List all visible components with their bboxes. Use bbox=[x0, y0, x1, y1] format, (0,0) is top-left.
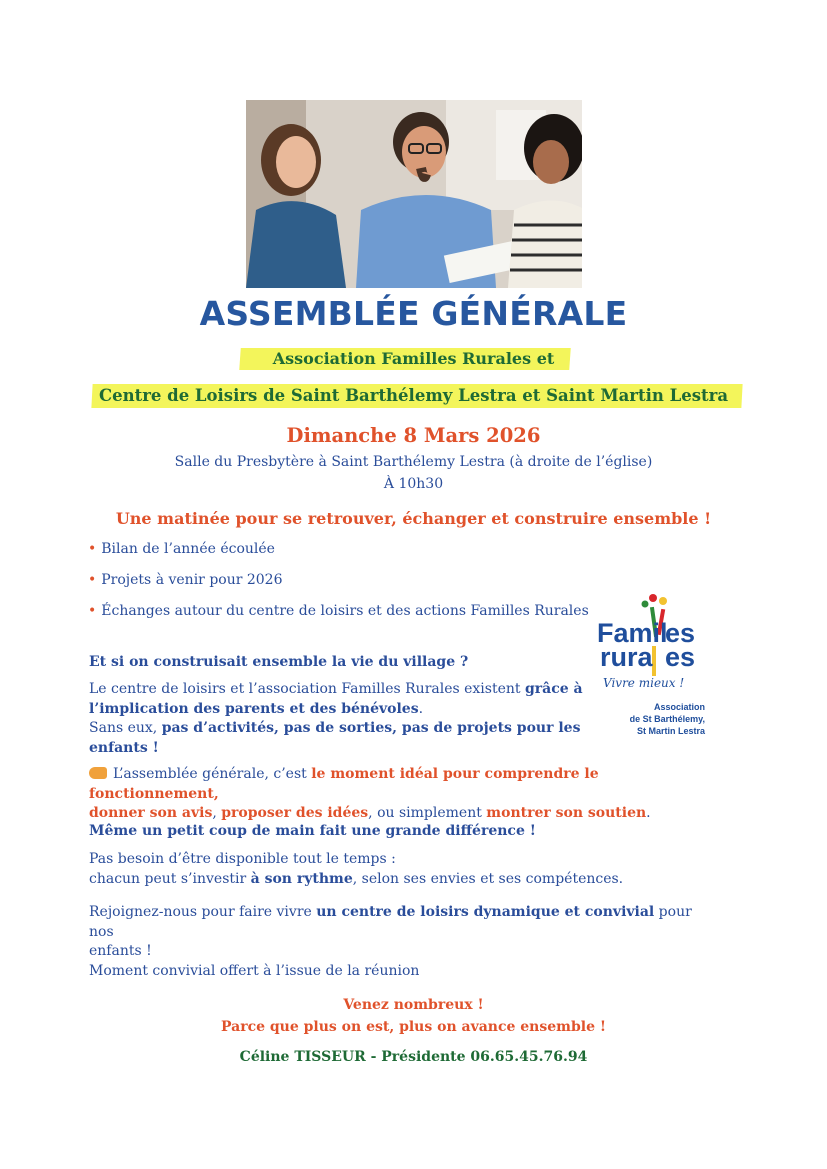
svg-text:Vivre mieux !: Vivre mieux ! bbox=[603, 676, 685, 690]
question-heading: Et si on construisait ensemble la vie du village ? bbox=[89, 654, 469, 670]
paragraph-disponible: Pas besoin d’être disponible tout le temps : chacun peut s’investir à son rythme, selon ses envies et ses compétences. bbox=[89, 851, 624, 887]
footer-invite: Venez nombreux ! bbox=[343, 997, 484, 1013]
bullet-icon: • bbox=[88, 572, 97, 588]
agenda-item: • Projets à venir pour 2026 bbox=[88, 572, 283, 588]
svg-text:es: es bbox=[665, 618, 696, 648]
footer-slogan: Parce que plus on est, plus on avance ensemble ! bbox=[220, 1019, 606, 1035]
svg-text:es: es bbox=[665, 642, 696, 672]
agenda-item: • Échanges autour du centre de loisirs et des actions Familles Rurales bbox=[88, 603, 589, 619]
svg-text:St Martin Lestra: St Martin Lestra bbox=[636, 726, 705, 736]
svg-text:rura: rura bbox=[600, 642, 653, 672]
svg-text:de St Barthélemy,: de St Barthélemy, bbox=[629, 714, 705, 724]
event-time: À 10h30 bbox=[383, 476, 444, 492]
agenda-item: • Bilan de l’année écoulée bbox=[88, 541, 275, 557]
page-title: ASSEMBLÉE GÉNÉRALE bbox=[199, 294, 628, 333]
paragraph-rejoignez: Rejoignez-nous pour faire vivre un centre de loisirs dynamique et convivial pour nos enfants ! Moment convivial offert à l’issue de la réunion bbox=[89, 904, 692, 979]
paragraph-implication: Le centre de loisirs et l’association Familles Rurales existent grâce à l’implication des parents et des bénévoles. Sans eux, pas d’activités, pas de sorties, pas de projets pour les enfants ! bbox=[89, 681, 583, 756]
tagline: Une matinée pour se retrouver, échanger et construire ensemble ! bbox=[115, 509, 712, 528]
header-photo bbox=[246, 100, 582, 288]
paragraph-coup-de-main: Même un petit coup de main fait une grande différence ! bbox=[89, 823, 536, 839]
svg-text:Famil: Famil bbox=[597, 618, 668, 648]
pointing-hand-icon bbox=[89, 767, 107, 779]
paragraph-assemblee: L’assemblée générale, c’est le moment idéal pour comprendre le fonctionnement, donner son avis, proposer des idées, ou simplement montrer son soutien. bbox=[89, 766, 651, 821]
association-line-1: Association Familles Rurales et bbox=[272, 349, 555, 368]
event-date: Dimanche 8 Mars 2026 bbox=[286, 424, 541, 447]
event-venue: Salle du Presbytère à Saint Barthélemy Lestra (à droite de l’église) bbox=[174, 454, 653, 470]
bullet-icon: • bbox=[88, 603, 97, 619]
people-photo-illustration bbox=[246, 100, 582, 288]
signature-contact: Céline TISSEUR - Présidente 06.65.45.76.94 bbox=[239, 1049, 588, 1065]
bullet-icon: • bbox=[88, 541, 97, 557]
svg-text:Association: Association bbox=[653, 702, 705, 712]
association-line-2: Centre de Loisirs de Saint Barthélemy Lestra et Saint Martin Lestra bbox=[98, 386, 729, 405]
